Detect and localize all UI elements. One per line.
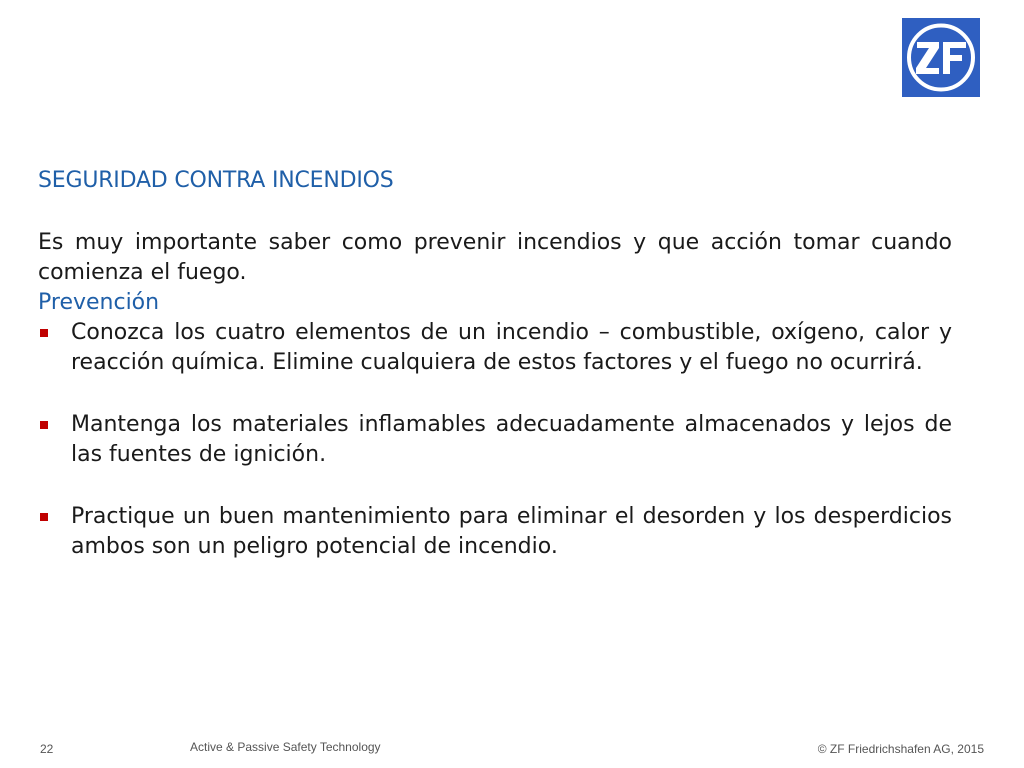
zf-logo [902,18,980,97]
intro-paragraph: Es muy importante saber como prevenir incendios y que acción tomar cuando comienza el fuego. [38,230,952,285]
bullet-text: Practique un buen mantenimiento para eliminar el desorden y los desperdicios ambos son un peligro potencial de incendio. [71,504,952,559]
square-bullet-icon [40,329,48,337]
copyright-notice: © ZF Friedrichshafen AG, 2015 [817,742,984,756]
bullet-text: Conozca los cuatro elementos de un incendio – combustible, oxígeno, calor y reacción química. Elimine cualquiera de estos factores y el fuego no ocurrirá. [71,320,952,375]
footer-title: Active & Passive Safety Technology [190,740,381,754]
square-bullet-icon [40,513,48,521]
bullet-item [38,318,952,378]
slide-content [38,228,952,594]
zf-logo-icon [902,18,980,97]
prevention-subheading: Prevención [38,290,160,315]
page-number: 22 [40,742,54,756]
square-bullet-icon [40,421,48,429]
bullet-item [38,502,952,562]
slide-title: SEGURIDAD CONTRA INCENDIOS [38,168,394,193]
prevention-bullet-list [38,318,952,562]
bullet-item [38,410,952,470]
bullet-text: Mantenga los materiales inflamables adecuadamente almacenados y lejos de las fuentes de ignición. [71,412,952,467]
